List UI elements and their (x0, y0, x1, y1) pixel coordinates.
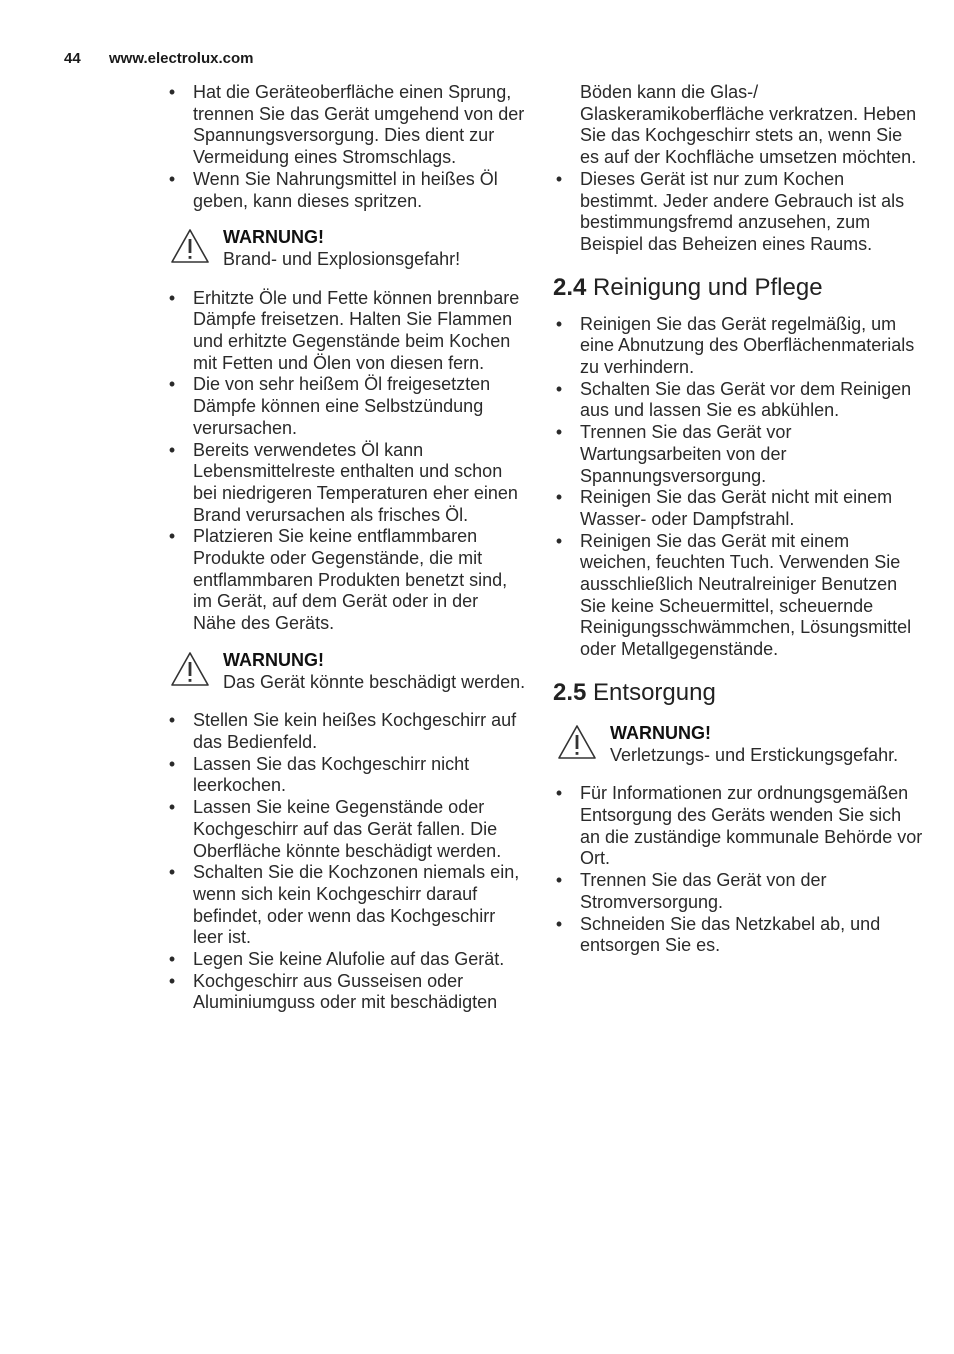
list-item (166, 710, 526, 753)
section-title: Entsorgung (593, 678, 716, 706)
section-title: Reinigung und Pflege (593, 273, 823, 301)
bullet-icon: • (168, 970, 176, 991)
section-heading-2-5 (553, 678, 923, 708)
list-item-text: Trennen Sie das Gerät vor Wartungsarbeiten von der Spannungsversorgung. (580, 422, 792, 486)
list-item-text: Dieses Gerät ist nur zum Kochen bestimmt. Jeder andere Gebrauch ist als bestimmungsfremd anzusehen, zum Beispiel das Beheizen eines Raums. (580, 168, 905, 254)
bullet-icon: • (168, 287, 176, 308)
list-item-text: Die von sehr heißem Öl freigesetzten Dämpfe können eine Selbstzündung verursachen. (193, 374, 491, 438)
warning-title: WARNUNG! (223, 227, 324, 248)
list-item (166, 440, 526, 527)
warning-text: Das Gerät könnte beschädigt werden. (223, 671, 526, 692)
list-item (166, 971, 526, 1014)
list-item (553, 783, 923, 870)
list-item-text: Trennen Sie das Gerät von der Stromversorgung. (580, 870, 827, 912)
bullet-icon: • (168, 949, 176, 970)
list-item-text: Reinigen Sie das Gerät mit einem weichen, feuchten Tuch. Verwenden Sie ausschließlich Neutralreiniger Benutzen Sie keine Scheuermittel, scheuernde Reinigungsschwämmchen, Lösungsmittel oder Metallgegenstände. (580, 530, 912, 660)
bullet-icon: • (555, 168, 563, 189)
warning-triangle-icon (170, 651, 210, 687)
list-item-text: Kochgeschirr aus Gusseisen oder Aluminiumguss oder mit beschädigten (193, 970, 498, 1013)
bullet-icon: • (168, 862, 176, 883)
list-item-text: Reinigen Sie das Gerät nicht mit einem Wasser- oder Dampfstrahl. (580, 487, 893, 529)
list-item (553, 314, 923, 379)
warning-box-injury (553, 723, 923, 766)
list-item (166, 169, 526, 212)
section-number: 2.4 (553, 273, 587, 301)
left-bullets-a (166, 82, 526, 212)
continued-text: Böden kann die Glas-/ Glaskeramikoberfläche verkratzen. Heben Sie das Kochgeschirr stets an, wenn Sie es auf der Kochfläche umsetzen möchten. (580, 82, 917, 168)
list-item (553, 487, 923, 530)
left-column (166, 82, 526, 1014)
list-item-text: Lassen Sie das Kochgeschirr nicht leerkochen. (193, 753, 470, 796)
section-heading-2-4 (553, 273, 923, 303)
warning-title: WARNUNG! (610, 722, 711, 743)
list-item (553, 169, 923, 256)
list-item (553, 379, 923, 422)
warning-box-damage (166, 650, 526, 693)
list-item-text: Für Informationen zur ordnungsgemäßen Entsorgung des Geräts wenden Sie sich an die zuständige kommunale Behörde vor Ort. (580, 783, 923, 869)
bullet-icon: • (168, 82, 176, 102)
left-bullets-b (166, 288, 526, 635)
page-number: 44 (64, 50, 81, 67)
warning-box-fire (166, 227, 526, 270)
list-item (166, 82, 526, 169)
site-url: www.electrolux.com (109, 50, 254, 67)
bullet-icon: • (168, 710, 176, 731)
bullet-icon: • (168, 439, 176, 460)
page-header (64, 50, 254, 67)
bullet-icon: • (168, 526, 176, 547)
left-bullets-c (166, 710, 526, 1014)
list-item-text: Stellen Sie kein heißes Kochgeschirr auf das Bedienfeld. (193, 710, 517, 752)
right-column (553, 82, 923, 957)
right-bullets-b (553, 314, 923, 661)
bullet-icon: • (168, 374, 176, 395)
bullet-icon: • (555, 530, 563, 551)
bullet-icon: • (555, 913, 563, 934)
bullet-icon: • (555, 870, 563, 891)
list-item (553, 914, 923, 957)
bullet-icon: • (555, 487, 563, 508)
list-item (166, 754, 526, 797)
warning-triangle-icon (170, 228, 210, 264)
list-item (166, 526, 526, 635)
list-item-text: Platzieren Sie keine entflammbaren Produkte oder Gegenstände, die mit entflammbaren Produkten benetzt sind, im Gerät, auf dem Gerät oder in der Nähe des Geräts. (193, 526, 508, 634)
section-number: 2.5 (553, 678, 587, 706)
warning-text: Brand- und Explosionsgefahr! (223, 248, 461, 269)
list-item-text: Reinigen Sie das Gerät regelmäßig, um eine Abnutzung des Oberflächenmaterials zu verhindern. (580, 313, 915, 378)
warning-title: WARNUNG! (223, 649, 324, 670)
list-item-text: Schalten Sie die Kochzonen niemals ein, wenn sich kein Kochgeschirr darauf befindet, oder wenn das Kochgeschirr leer ist. (193, 862, 520, 948)
right-bullets-a (553, 169, 923, 256)
bullet-icon: • (168, 753, 176, 774)
list-item (166, 797, 526, 862)
bullet-icon: • (555, 422, 563, 443)
list-item-text: Erhitzte Öle und Fette können brennbare Dämpfe freisetzen. Halten Sie Flammen und erhitzte Gegenstände beim Kochen mit Fetten und Ölen von diesen fern. (193, 287, 520, 373)
bullet-icon: • (168, 168, 176, 189)
list-item-text: Legen Sie keine Alufolie auf das Gerät. (193, 949, 505, 970)
list-item-text: Lassen Sie keine Gegenstände oder Kochgeschirr auf das Gerät fallen. Die Oberfläche könnte beschädigt werden. (193, 797, 502, 861)
list-item (553, 422, 923, 487)
bullet-icon: • (555, 783, 563, 804)
list-item (166, 374, 526, 439)
right-bullets-c (553, 783, 923, 957)
list-item-text: Schneiden Sie das Netzkabel ab, und entsorgen Sie es. (580, 913, 881, 956)
bullet-icon: • (555, 313, 563, 334)
list-item-text: Wenn Sie Nahrungsmittel in heißes Öl geben, kann dieses spritzen. (193, 168, 498, 211)
bullet-icon: • (168, 797, 176, 818)
warning-text: Verletzungs- und Erstickungsgefahr. (610, 744, 899, 765)
list-item (553, 531, 923, 661)
list-item-text: Bereits verwendetes Öl kann Lebensmittelreste enthalten und schon bei niedrigeren Temperaturen eher einen Brand verursachen als frisches Öl. (193, 439, 518, 525)
list-item (166, 862, 526, 949)
list-item (166, 949, 526, 971)
warning-triangle-icon (557, 724, 597, 760)
list-item-text: Schalten Sie das Gerät vor dem Reinigen aus und lassen Sie es abkühlen. (580, 378, 912, 421)
list-item (166, 288, 526, 375)
list-item (553, 870, 923, 913)
list-item-text: Hat die Geräteoberfläche einen Sprung, trennen Sie das Gerät umgehend von der Spannungsversorgung. Dies dient zur Vermeidung eines Stromschlags. (193, 82, 525, 168)
bullet-icon: • (555, 378, 563, 399)
